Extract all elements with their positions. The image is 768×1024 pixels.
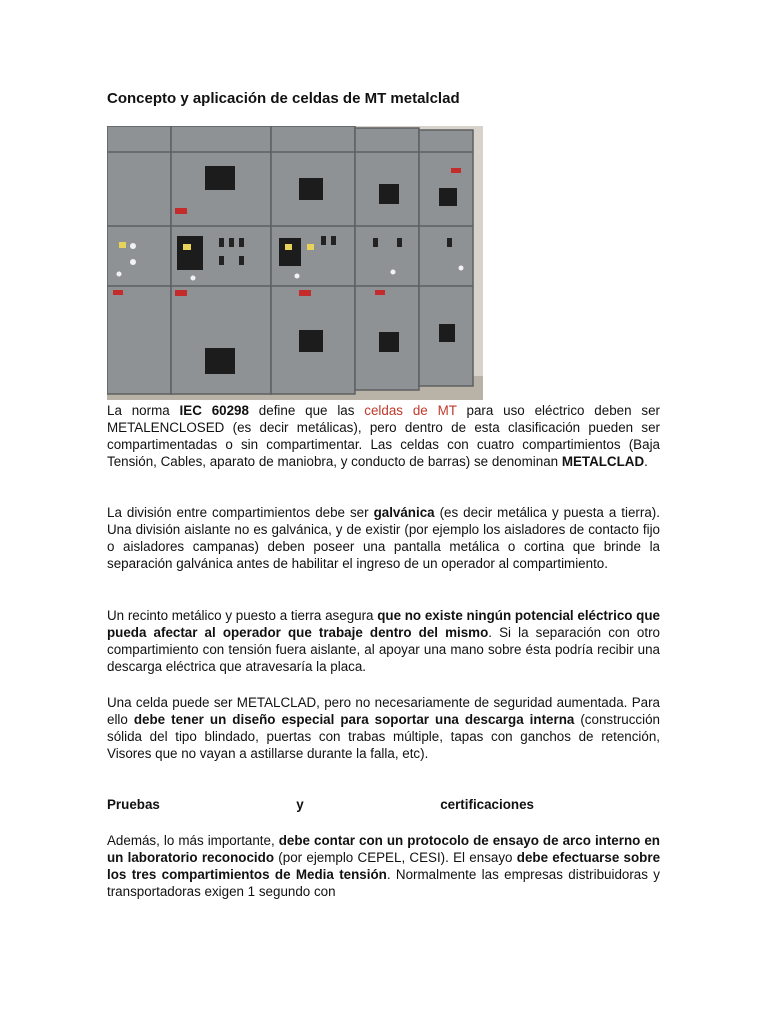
p1-text: La norma — [107, 403, 180, 418]
switchgear-illustration — [107, 126, 483, 400]
heading-word: Pruebas — [107, 797, 160, 812]
p3-text: . Si la separación con otro compartimiento con tensión fuera aislante, al apoyar una mano sobre ésta podría recibir una descarga eléctrica que atravesaría la placa. — [107, 625, 660, 674]
p2-text: (es decir metálica y puesta a tierra). Una división aislante no es galvánica, y de existir (por ejemplo los aisladores de contacto fijo o aisladores campanas) deben poseer una pantalla metálica o cortina que brinde la separación galvánica antes de habilitar el ingreso de un operador al compartimiento. — [107, 505, 660, 571]
p1-bold-metalclad: METALCLAD — [561, 454, 645, 469]
heading-word: y — [296, 797, 304, 812]
p4-text: Una celda puede ser METALCLAD, pero no necesariamente de seguridad aumentada. Para ello — [107, 695, 660, 727]
p3-text: Un recinto metálico y puesto a tierra asegura — [107, 608, 378, 623]
p5-bold: debe efectuarse sobre los tres compartimientos de Media tensión — [107, 850, 661, 882]
p5-bold: debe contar con un protocolo de ensayo de arco interno en un laboratorio reconocido — [107, 833, 660, 865]
p1-text: para uso eléctrico deben ser METALENCLOSED (es decir metálicas), pero dentro de esta clasificación pueden ser compartimentadas o sin compartimentar. Las celdas con cuatro compartimientos (Baja Tensión, Cables, aparato de maniobra, y conducto de barras) se denominan — [107, 403, 660, 469]
p1-text: . — [644, 454, 648, 469]
paragraph-2 — [107, 504, 660, 572]
p5-text: . Normalmente las empresas distribuidoras y transportadoras exigen 1 segundo con — [107, 867, 660, 899]
p1-text: define que las — [248, 403, 365, 418]
paragraph-1 — [107, 402, 660, 470]
p2-text: La división entre compartimientos debe ser — [107, 505, 374, 520]
section-heading — [107, 797, 534, 812]
page-title: Concepto y aplicación de celdas de MT metalclad — [107, 90, 460, 107]
celdas-de-mt-link[interactable]: celdas de MT — [364, 403, 457, 418]
p3-bold: que no existe ningún potencial eléctrico que pueda afectar al operador que trabaje dentro del mismo — [107, 608, 660, 640]
p4-bold: debe tener un diseño especial para soportar una descarga interna — [133, 712, 575, 727]
paragraph-5 — [107, 832, 660, 900]
paragraph-4 — [107, 694, 660, 762]
switchgear-photo — [107, 126, 483, 400]
p5-text: (por ejemplo CEPEL, CESI). El ensayo — [274, 850, 517, 865]
paragraph-3 — [107, 607, 660, 675]
p1-bold-norm: IEC 60298 — [179, 403, 249, 418]
p2-bold-galvanica: galvánica — [373, 505, 435, 520]
p4-text: (construcción sólida del tipo blindado, puertas con trabas múltiple, tapas con ganchos de retención, Visores que no vayan a astillarse durante la falla, etc). — [107, 712, 660, 761]
heading-word: certificaciones — [440, 797, 534, 812]
p5-text: Además, lo más importante, — [107, 833, 279, 848]
